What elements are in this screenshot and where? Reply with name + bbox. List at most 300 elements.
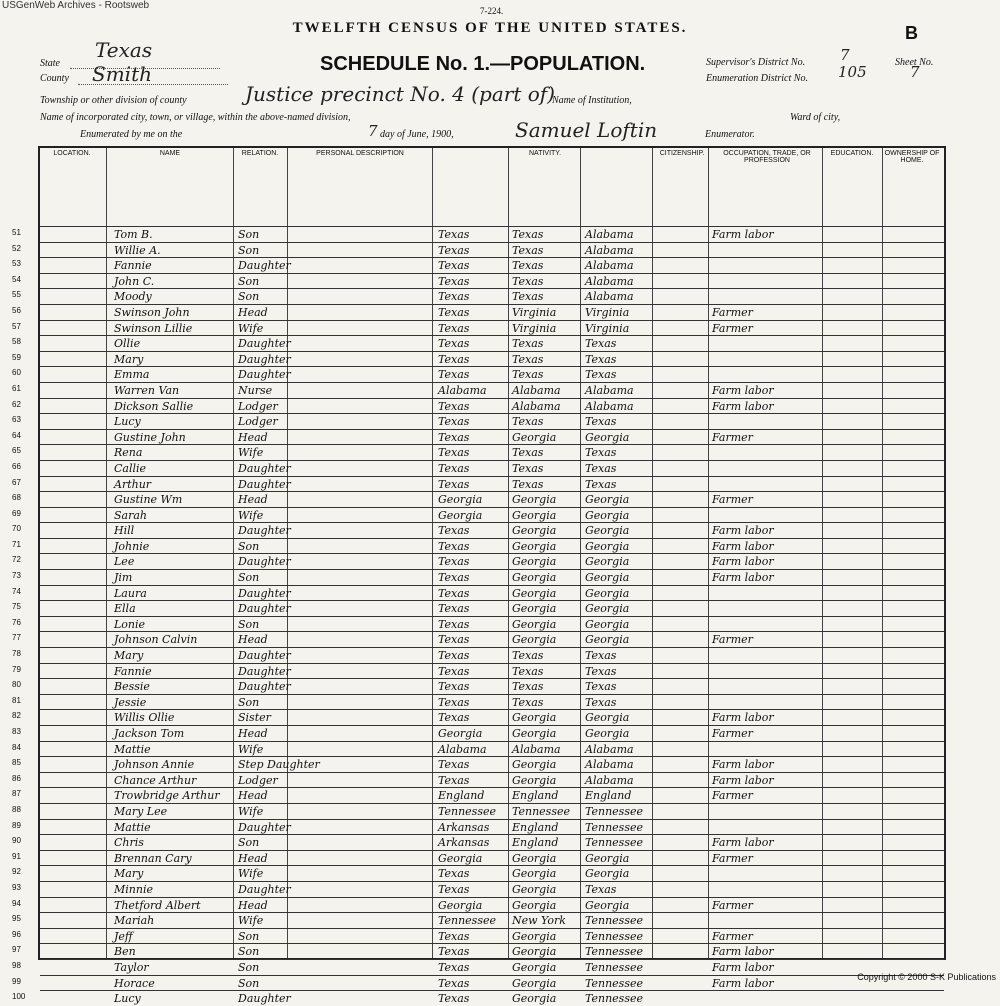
row-number: 99 bbox=[12, 976, 21, 986]
relation: Daughter bbox=[238, 602, 291, 616]
birthplace-person: Texas bbox=[438, 680, 470, 694]
table-row bbox=[12, 351, 944, 367]
birthplace-mother: Tennessee bbox=[585, 960, 643, 974]
row-number: 71 bbox=[12, 539, 21, 549]
occupation: Farm labor bbox=[712, 945, 774, 959]
birthplace-person: Texas bbox=[438, 461, 470, 475]
birthplace-person: Georgia bbox=[438, 851, 483, 865]
birthplace-father: Georgia bbox=[512, 929, 557, 943]
birthplace-person: Arkansas bbox=[438, 820, 490, 834]
relation: Son bbox=[238, 695, 260, 709]
table-row bbox=[12, 694, 944, 710]
person-name: Lee bbox=[114, 555, 135, 569]
table-row bbox=[12, 366, 944, 382]
city-label: Name of incorporated city, town, or village, within the above-named division, bbox=[40, 112, 351, 123]
row-number: 55 bbox=[12, 290, 21, 300]
occupation: Farm labor bbox=[712, 524, 774, 538]
birthplace-father: Georgia bbox=[512, 711, 557, 725]
person-name: Willie A. bbox=[114, 243, 161, 257]
person-name: Ollie bbox=[114, 337, 141, 351]
section-ownership: OWNERSHIP OF HOME. bbox=[884, 150, 940, 164]
table-row bbox=[12, 507, 944, 523]
enumerated-day: 7 bbox=[368, 122, 378, 140]
table-row bbox=[12, 834, 944, 850]
table-row bbox=[12, 803, 944, 819]
birthplace-mother: Tennessee bbox=[585, 945, 643, 959]
person-name: Lucy bbox=[114, 415, 141, 429]
birthplace-mother: Texas bbox=[585, 352, 617, 366]
relation: Wife bbox=[238, 914, 264, 928]
birthplace-mother: Alabama bbox=[585, 383, 634, 397]
person-name: Gustine John bbox=[114, 430, 186, 444]
row-number: 63 bbox=[12, 415, 21, 425]
person-name: Jessie bbox=[114, 695, 147, 709]
occupation: Farm labor bbox=[712, 571, 774, 585]
birthplace-father: Georgia bbox=[512, 571, 557, 585]
person-name: Johnson Annie bbox=[114, 758, 195, 772]
census-title: TWELFTH CENSUS OF THE UNITED STATES. bbox=[292, 20, 688, 36]
birthplace-person: Georgia bbox=[438, 508, 483, 522]
birthplace-person: Texas bbox=[438, 695, 470, 709]
birthplace-mother: Tennessee bbox=[585, 914, 643, 928]
birthplace-mother: Alabama bbox=[585, 742, 634, 756]
row-number: 64 bbox=[12, 430, 21, 440]
occupation: Farm labor bbox=[712, 383, 774, 397]
birthplace-person: Texas bbox=[438, 321, 470, 335]
relation: Daughter bbox=[238, 524, 291, 538]
birthplace-person: Texas bbox=[438, 633, 470, 647]
relation: Son bbox=[238, 290, 260, 304]
table-row bbox=[12, 304, 944, 320]
birthplace-father: Texas bbox=[512, 695, 544, 709]
birthplace-person: Texas bbox=[438, 602, 470, 616]
row-number: 57 bbox=[12, 321, 21, 331]
occupation: Farm labor bbox=[712, 539, 774, 553]
birthplace-person: Texas bbox=[438, 290, 470, 304]
person-name: Jeff bbox=[114, 929, 133, 943]
enumerator-value: Samuel Loftin bbox=[515, 118, 658, 142]
birthplace-mother: Virginia bbox=[585, 321, 630, 335]
table-row bbox=[12, 709, 944, 725]
row-number: 78 bbox=[12, 649, 21, 659]
birthplace-mother: Alabama bbox=[585, 290, 634, 304]
row-number: 61 bbox=[12, 383, 21, 393]
birthplace-mother: Georgia bbox=[585, 727, 630, 740]
schedule-title: SCHEDULE No. 1.—POPULATION. bbox=[320, 53, 646, 75]
birthplace-mother: Georgia bbox=[585, 508, 630, 522]
birthplace-father: Georgia bbox=[512, 633, 557, 647]
birthplace-father: Virginia bbox=[512, 321, 557, 335]
relation: Lodger bbox=[238, 399, 278, 413]
table-row bbox=[12, 897, 944, 913]
row-number: 100 bbox=[12, 992, 26, 1002]
person-name: Fannie bbox=[114, 664, 152, 678]
person-name: Lonie bbox=[114, 617, 146, 631]
table-row bbox=[12, 273, 944, 289]
institution-label: Name of Institution, bbox=[552, 95, 632, 106]
birthplace-father: Texas bbox=[512, 228, 544, 241]
table-row bbox=[12, 647, 944, 663]
copyright: Copyright © 2000 S-K Publications bbox=[857, 972, 996, 982]
birthplace-person: Texas bbox=[438, 867, 470, 881]
birthplace-mother: Texas bbox=[585, 461, 617, 475]
birthplace-mother: Texas bbox=[585, 446, 617, 460]
row-number: 69 bbox=[12, 508, 21, 518]
table-row bbox=[12, 616, 944, 632]
birthplace-father: Georgia bbox=[512, 539, 557, 553]
birthplace-mother: Georgia bbox=[585, 493, 630, 507]
birthplace-person: Texas bbox=[438, 649, 470, 663]
birthplace-person: Texas bbox=[438, 477, 470, 491]
table-row bbox=[12, 429, 944, 445]
row-number: 92 bbox=[12, 867, 21, 877]
birthplace-person: Texas bbox=[438, 617, 470, 631]
birthplace-father: Georgia bbox=[512, 882, 557, 896]
person-name: Emma bbox=[114, 368, 150, 382]
row-number: 90 bbox=[12, 836, 21, 846]
row-number: 52 bbox=[12, 243, 21, 253]
birthplace-mother: Tennessee bbox=[585, 804, 643, 818]
relation: Son bbox=[238, 539, 260, 553]
birthplace-person: Texas bbox=[438, 929, 470, 943]
row-number: 62 bbox=[12, 399, 21, 409]
birthplace-person: Texas bbox=[438, 524, 470, 538]
row-number: 88 bbox=[12, 804, 21, 814]
sheet-value: 7 bbox=[910, 63, 920, 81]
birthplace-father: Texas bbox=[512, 259, 544, 273]
birthplace-father: Texas bbox=[512, 477, 544, 491]
person-name: Mary bbox=[114, 352, 144, 366]
birthplace-father: Georgia bbox=[512, 898, 557, 912]
birthplace-father: Georgia bbox=[512, 945, 557, 959]
person-name: Mattie bbox=[114, 742, 151, 756]
birthplace-mother: Georgia bbox=[585, 711, 630, 725]
birthplace-person: Texas bbox=[438, 664, 470, 678]
row-number: 51 bbox=[12, 228, 21, 237]
birthplace-person: Texas bbox=[438, 976, 470, 990]
supervisor-value: 7 bbox=[840, 46, 850, 64]
table-row bbox=[12, 990, 944, 1006]
birthplace-person: Tennessee bbox=[438, 804, 496, 818]
row-number: 98 bbox=[12, 960, 21, 970]
birthplace-mother: Alabama bbox=[585, 773, 634, 787]
person-name: Gustine Wm bbox=[114, 493, 183, 507]
birthplace-person: Texas bbox=[438, 415, 470, 429]
row-number: 68 bbox=[12, 493, 21, 503]
person-name: Callie bbox=[114, 461, 147, 475]
birthplace-person: Texas bbox=[438, 555, 470, 569]
relation: Son bbox=[238, 617, 260, 631]
enumerated-date: day of June, 1900, bbox=[380, 129, 454, 140]
birthplace-person: Texas bbox=[438, 368, 470, 382]
table-row bbox=[12, 850, 944, 866]
birthplace-person: Texas bbox=[438, 571, 470, 585]
table-row bbox=[12, 725, 944, 741]
table-row bbox=[12, 928, 944, 944]
birthplace-mother: Georgia bbox=[585, 555, 630, 569]
row-number: 60 bbox=[12, 368, 21, 378]
table-row bbox=[12, 460, 944, 476]
relation: Son bbox=[238, 228, 260, 241]
row-number: 66 bbox=[12, 461, 21, 471]
birthplace-father: Texas bbox=[512, 368, 544, 382]
table-row bbox=[12, 569, 944, 585]
occupation: Farm labor bbox=[712, 228, 774, 241]
occupation: Farm labor bbox=[712, 758, 774, 772]
relation: Daughter bbox=[238, 882, 291, 896]
birthplace-father: Georgia bbox=[512, 493, 557, 507]
relation: Wife bbox=[238, 508, 264, 522]
birthplace-father: Texas bbox=[512, 243, 544, 257]
row-number: 91 bbox=[12, 851, 21, 861]
table-row bbox=[12, 476, 944, 492]
person-name: Mary bbox=[114, 867, 144, 881]
person-name: Minnie bbox=[114, 882, 153, 896]
birthplace-mother: Georgia bbox=[585, 633, 630, 647]
relation: Head bbox=[238, 851, 268, 865]
person-name: John C. bbox=[114, 274, 155, 288]
person-name: Willis Ollie bbox=[114, 711, 175, 725]
row-number: 75 bbox=[12, 602, 21, 612]
birthplace-mother: Alabama bbox=[585, 259, 634, 273]
birthplace-father: England bbox=[512, 836, 559, 850]
person-name: Trowbridge Arthur bbox=[114, 789, 220, 803]
relation: Head bbox=[238, 789, 268, 803]
birthplace-person: Georgia bbox=[438, 898, 483, 912]
row-number: 86 bbox=[12, 773, 21, 783]
birthplace-person: Texas bbox=[438, 992, 470, 1006]
birthplace-person: Texas bbox=[438, 243, 470, 257]
occupation: Farm labor bbox=[712, 711, 774, 725]
table-row bbox=[12, 663, 944, 679]
birthplace-father: Texas bbox=[512, 337, 544, 351]
person-name: Laura bbox=[114, 586, 147, 600]
table-row bbox=[12, 741, 944, 757]
birthplace-person: Texas bbox=[438, 228, 470, 241]
relation: Son bbox=[238, 274, 260, 288]
birthplace-father: Texas bbox=[512, 446, 544, 460]
person-name: Rena bbox=[114, 446, 143, 460]
table-row bbox=[12, 772, 944, 788]
row-number: 53 bbox=[12, 259, 21, 269]
relation: Head bbox=[238, 727, 268, 740]
birthplace-mother: Georgia bbox=[585, 524, 630, 538]
birthplace-father: Georgia bbox=[512, 555, 557, 569]
form-number: 7-224. bbox=[480, 6, 504, 16]
birthplace-father: Texas bbox=[512, 461, 544, 475]
enumeration-label: Enumeration District No. bbox=[706, 73, 808, 84]
birthplace-person: Alabama bbox=[438, 383, 487, 397]
occupation: Farmer bbox=[712, 493, 753, 507]
birthplace-father: Georgia bbox=[512, 586, 557, 600]
birthplace-mother: Georgia bbox=[585, 539, 630, 553]
birthplace-mother: Texas bbox=[585, 882, 617, 896]
relation: Head bbox=[238, 493, 268, 507]
person-name: Chris bbox=[114, 836, 144, 850]
row-number: 76 bbox=[12, 617, 21, 627]
relation: Wife bbox=[238, 742, 264, 756]
birthplace-person: Texas bbox=[438, 399, 470, 413]
table-row bbox=[12, 491, 944, 507]
table-row bbox=[12, 678, 944, 694]
occupation: Farmer bbox=[712, 430, 753, 444]
birthplace-father: Alabama bbox=[512, 399, 561, 413]
relation: Son bbox=[238, 836, 260, 850]
birthplace-mother: Alabama bbox=[585, 243, 634, 257]
birthplace-person: Texas bbox=[438, 539, 470, 553]
section-relation: RELATION. bbox=[241, 150, 279, 157]
table-row bbox=[12, 398, 944, 414]
row-number: 58 bbox=[12, 337, 21, 347]
birthplace-father: Georgia bbox=[512, 617, 557, 631]
table-row bbox=[12, 819, 944, 835]
table-row bbox=[12, 912, 944, 928]
supervisor-label: Supervisor's District No. bbox=[706, 57, 806, 68]
relation: Son bbox=[238, 960, 260, 974]
relation: Lodger bbox=[238, 415, 278, 429]
person-name: Johnson Calvin bbox=[114, 633, 198, 647]
person-name: Mary Lee bbox=[114, 804, 168, 818]
row-number: 96 bbox=[12, 929, 21, 939]
occupation: Farmer bbox=[712, 929, 753, 943]
table-row bbox=[12, 585, 944, 601]
table-row bbox=[12, 538, 944, 554]
occupation: Farmer bbox=[712, 727, 753, 740]
table-row bbox=[12, 413, 944, 429]
table-row bbox=[12, 335, 944, 351]
birthplace-mother: Tennessee bbox=[585, 976, 643, 990]
row-number: 80 bbox=[12, 680, 21, 690]
birthplace-person: Alabama bbox=[438, 742, 487, 756]
birthplace-mother: Tennessee bbox=[585, 992, 643, 1006]
section-location: LOCATION. bbox=[53, 150, 91, 157]
birthplace-mother: Texas bbox=[585, 649, 617, 663]
birthplace-person: Arkansas bbox=[438, 836, 490, 850]
birthplace-father: Texas bbox=[512, 274, 544, 288]
birthplace-father: Georgia bbox=[512, 758, 557, 772]
relation: Son bbox=[238, 945, 260, 959]
birthplace-father: Georgia bbox=[512, 992, 557, 1006]
person-name: Arthur bbox=[114, 477, 152, 491]
relation: Lodger bbox=[238, 773, 278, 787]
birthplace-person: Texas bbox=[438, 773, 470, 787]
birthplace-mother: Texas bbox=[585, 680, 617, 694]
relation: Son bbox=[238, 929, 260, 943]
section-citizenship: CITIZENSHIP. bbox=[659, 150, 705, 157]
birthplace-mother: Alabama bbox=[585, 274, 634, 288]
relation: Daughter bbox=[238, 461, 291, 475]
row-number: 73 bbox=[12, 571, 21, 581]
section-occupation: OCCUPATION, TRADE, OR PROFESSION bbox=[723, 150, 811, 164]
birthplace-father: Texas bbox=[512, 680, 544, 694]
relation: Nurse bbox=[238, 383, 273, 397]
occupation: Farmer bbox=[712, 321, 753, 335]
birthplace-father: New York bbox=[512, 914, 566, 928]
row-number: 72 bbox=[12, 555, 21, 565]
relation: Sister bbox=[238, 711, 271, 725]
occupation: Farmer bbox=[712, 305, 753, 319]
person-name: Warren Van bbox=[114, 383, 180, 397]
person-name: Thetford Albert bbox=[114, 898, 201, 912]
table-row bbox=[12, 865, 944, 881]
birthplace-father: Georgia bbox=[512, 524, 557, 538]
table-row bbox=[12, 444, 944, 460]
sheet-label: Sheet No. bbox=[895, 57, 934, 68]
occupation: Farm labor bbox=[712, 399, 774, 413]
county-rule bbox=[78, 84, 228, 85]
relation: Wife bbox=[238, 321, 264, 335]
county-label: County bbox=[40, 73, 69, 84]
relation: Daughter bbox=[238, 337, 291, 351]
birthplace-mother: Tennessee bbox=[585, 836, 643, 850]
birthplace-mother: Georgia bbox=[585, 586, 630, 600]
birthplace-person: Texas bbox=[438, 430, 470, 444]
row-number: 97 bbox=[12, 945, 21, 955]
birthplace-mother: Alabama bbox=[585, 399, 634, 413]
person-name: Sarah bbox=[114, 508, 147, 522]
table-row bbox=[12, 959, 944, 975]
birthplace-father: Texas bbox=[512, 649, 544, 663]
relation: Daughter bbox=[238, 352, 291, 366]
person-name: Jim bbox=[114, 571, 133, 585]
birthplace-father: Georgia bbox=[512, 727, 557, 740]
row-number: 65 bbox=[12, 446, 21, 456]
row-number: 67 bbox=[12, 477, 21, 487]
table-row bbox=[12, 242, 944, 258]
table-row bbox=[12, 288, 944, 304]
sheet-letter: B bbox=[905, 23, 918, 43]
occupation: Farmer bbox=[712, 898, 753, 912]
relation: Daughter bbox=[238, 664, 291, 678]
row-number: 93 bbox=[12, 882, 21, 892]
row-number: 85 bbox=[12, 758, 21, 768]
occupation: Farmer bbox=[712, 633, 753, 647]
person-name: Swinson John bbox=[114, 305, 190, 319]
birthplace-father: Georgia bbox=[512, 773, 557, 787]
table-row bbox=[12, 320, 944, 336]
person-name: Hill bbox=[114, 524, 135, 538]
birthplace-mother: Texas bbox=[585, 368, 617, 382]
birthplace-father: Georgia bbox=[512, 430, 557, 444]
relation: Wife bbox=[238, 446, 264, 460]
row-number: 79 bbox=[12, 664, 21, 674]
row-number: 94 bbox=[12, 898, 21, 908]
person-name: Moody bbox=[114, 290, 152, 304]
person-name: Ben bbox=[114, 945, 136, 959]
birthplace-mother: Texas bbox=[585, 337, 617, 351]
relation: Head bbox=[238, 898, 268, 912]
relation: Son bbox=[238, 243, 260, 257]
birthplace-person: Texas bbox=[438, 352, 470, 366]
relation: Son bbox=[238, 571, 260, 585]
birthplace-person: Tennessee bbox=[438, 914, 496, 928]
relation: Head bbox=[238, 305, 268, 319]
table-row bbox=[12, 257, 944, 273]
township-value: Justice precinct No. 4 (part of) bbox=[245, 82, 555, 106]
birthplace-person: Texas bbox=[438, 882, 470, 896]
enumerated-label: Enumerated by me on the bbox=[80, 129, 183, 140]
archive-watermark: USGenWeb Archives - Rootsweb bbox=[2, 0, 150, 11]
state-value: Texas bbox=[95, 38, 153, 62]
birthplace-mother: Alabama bbox=[585, 228, 634, 241]
row-number: 81 bbox=[12, 695, 21, 705]
relation: Daughter bbox=[238, 259, 291, 273]
birthplace-father: Georgia bbox=[512, 508, 557, 522]
table-row bbox=[12, 600, 944, 616]
section-personal: PERSONAL DESCRIPTION bbox=[316, 150, 404, 157]
relation: Step Daughter bbox=[238, 758, 320, 772]
birthplace-mother: England bbox=[585, 789, 632, 803]
